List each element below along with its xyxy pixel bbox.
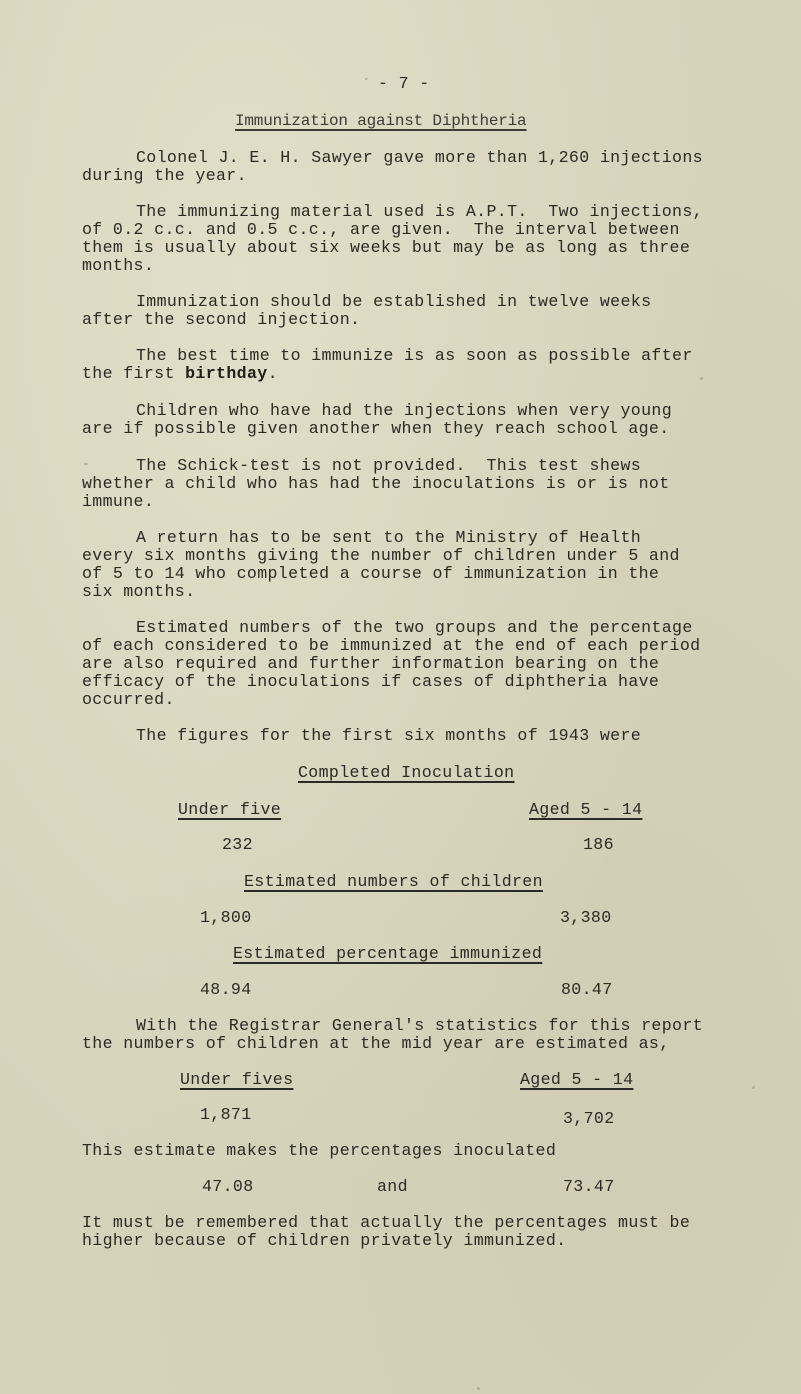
scan-speck	[700, 377, 703, 380]
paragraph-line: The immunizing material used is A.P.T. Two injections,	[136, 202, 703, 221]
percentage-aged-5-14: 73.47	[563, 1177, 615, 1196]
paragraph-line: them is usually about six weeks but may be as long as three	[82, 238, 691, 257]
paragraph-line: of 5 to 14 who completed a course of immunization in the	[82, 564, 660, 583]
estimated-numbers-aged-5-14: 3,380	[560, 908, 612, 927]
paragraph-line: This estimate makes the percentages inoculated	[82, 1141, 557, 1160]
text-run: .	[267, 364, 278, 383]
midyear-aged-5-14: 3,702	[563, 1109, 615, 1128]
paragraph-line: of 0.2 c.c. and 0.5 c.c., are given. The interval between	[82, 220, 680, 239]
midyear-under-fives: 1,871	[200, 1105, 252, 1124]
paragraph-line: are if possible given another when they reach school age.	[82, 419, 670, 438]
paragraph-line: after the second injection.	[82, 310, 361, 329]
paragraph-line: The best time to immunize is as soon as possible after	[136, 346, 693, 365]
paragraph-line: are also required and further information bearing on the	[82, 654, 660, 673]
table-heading-estimated-numbers: Estimated numbers of children	[244, 872, 543, 891]
paragraph-line: The figures for the first six months of 1943 were	[136, 726, 642, 745]
scan-speck	[84, 463, 88, 465]
paragraph-line: Estimated numbers of the two groups and the percentage	[136, 618, 693, 637]
paragraph-line: A return has to be sent to the Ministry of Health	[136, 528, 642, 547]
estimated-percentage-under-five: 48.94	[200, 980, 252, 999]
percentage-under-five: 47.08	[202, 1177, 254, 1196]
paragraph-line: Children who have had the injections when very young	[136, 401, 673, 420]
column-header-under-fives: Under fives	[180, 1070, 294, 1089]
paragraph-line: during the year.	[82, 166, 247, 185]
column-header-aged-5-14: Aged 5 - 14	[529, 800, 643, 819]
paragraph-line: Immunization should be established in twelve weeks	[136, 292, 652, 311]
paragraph-line: whether a child who has had the inoculations is or is not	[82, 474, 670, 493]
paragraph-line: higher because of children privately immunized.	[82, 1231, 567, 1250]
scan-speck	[752, 1086, 755, 1089]
paragraph-line: six months.	[82, 582, 196, 601]
paragraph-line: The Schick-test is not provided. This test shews	[136, 456, 642, 475]
column-header-aged-5-14: Aged 5 - 14	[520, 1070, 634, 1089]
paragraph-line: months.	[82, 256, 155, 275]
page-title: Immunization against Diphtheria	[235, 112, 527, 130]
paragraph-line: of each considered to be immunized at the end of each period	[82, 636, 701, 655]
paragraph-line: the numbers of children at the mid year are estimated as,	[82, 1034, 670, 1053]
paragraph-line	[82, 366, 278, 383]
paragraph-line: immune.	[82, 492, 155, 511]
paragraph-line: occurred.	[82, 690, 175, 709]
text-run: the first	[82, 364, 186, 383]
scan-speck	[477, 1387, 480, 1390]
paragraph-line: With the Registrar General's statistics for this report	[136, 1016, 703, 1035]
estimated-numbers-under-five: 1,800	[200, 908, 252, 927]
column-header-under-five: Under five	[178, 800, 282, 819]
scan-speck	[365, 77, 369, 80]
paragraph-line: It must be remembered that actually the percentages must be	[82, 1213, 691, 1232]
table-heading-completed: Completed Inoculation	[298, 763, 515, 782]
text-run-birthday: birthday	[185, 364, 268, 383]
paragraph-line: Colonel J. E. H. Sawyer gave more than 1,260 injections	[136, 148, 703, 167]
percentage-joiner: and	[377, 1177, 408, 1196]
paragraph-line: every six months giving the number of children under 5 and	[82, 546, 680, 565]
paragraph-line: efficacy of the inoculations if cases of diphtheria have	[82, 672, 660, 691]
table-heading-estimated-percentage: Estimated percentage immunized	[233, 944, 543, 963]
page-number: - 7 -	[378, 74, 430, 93]
estimated-percentage-aged-5-14: 80.47	[561, 980, 613, 999]
completed-under-five: 232	[222, 835, 253, 854]
completed-aged-5-14: 186	[583, 835, 614, 854]
